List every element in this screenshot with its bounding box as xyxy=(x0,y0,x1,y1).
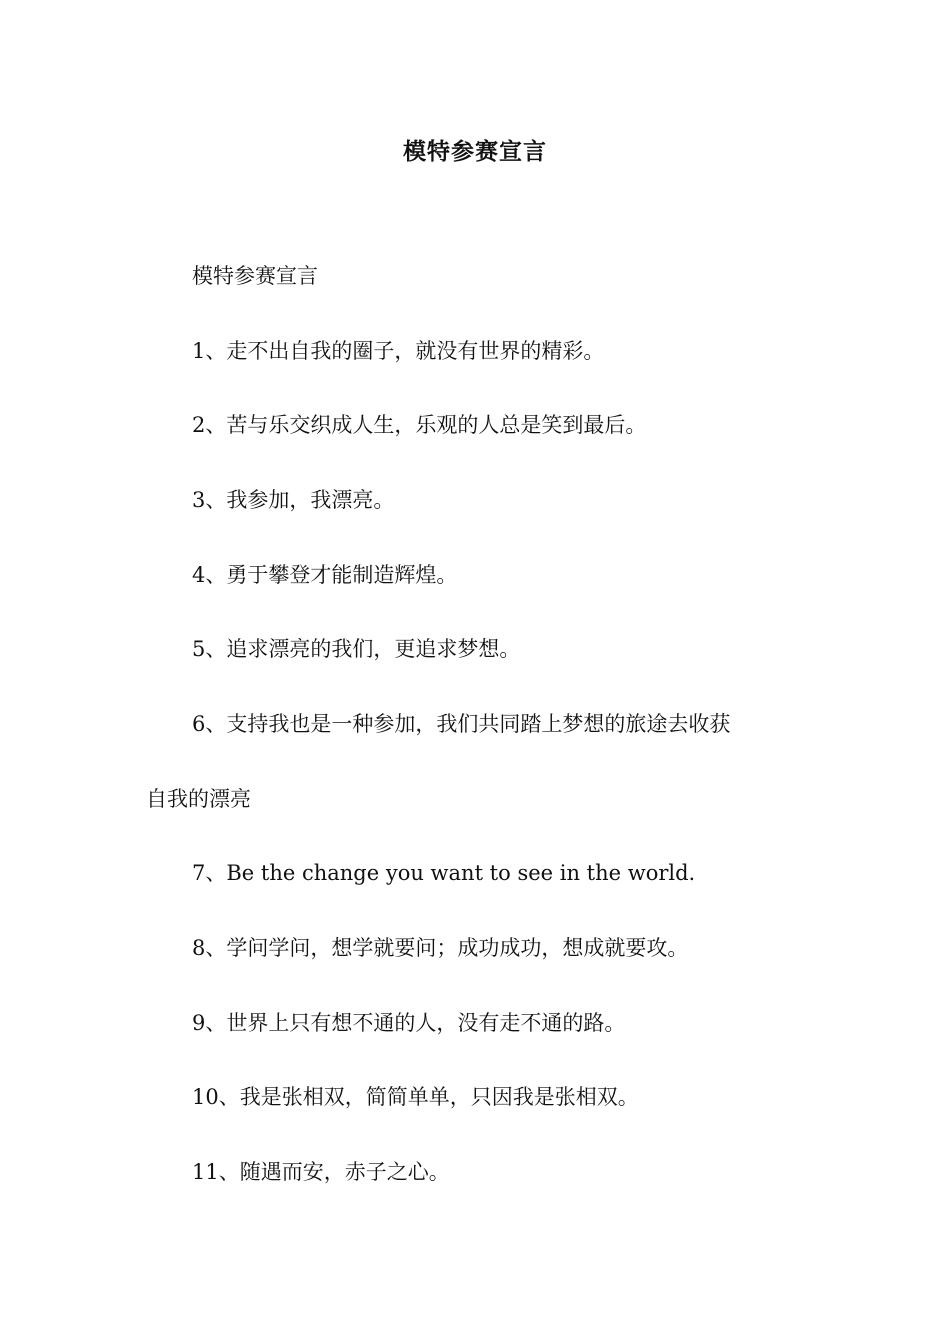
document-heading: 模特参赛宣言 xyxy=(192,264,318,288)
declaration-item-8: 8、学问学问，想学就要问；成功成功，想成就要攻。 xyxy=(192,936,689,960)
declaration-item-6: 6、支持我也是一种参加，我们共同踏上梦想的旅途去收获 xyxy=(192,712,731,736)
declaration-item-6-continuation: 自我的漂亮 xyxy=(146,787,251,811)
declaration-item-7: 7、Be the change you want to see in the world. xyxy=(192,861,696,885)
declaration-item-2: 2、苦与乐交织成人生，乐观的人总是笑到最后。 xyxy=(192,413,647,437)
declaration-item-10: 10、我是张相双，简简单单，只因我是张相双。 xyxy=(192,1085,639,1109)
declaration-item-4: 4、勇于攀登才能制造辉煌。 xyxy=(192,563,458,587)
declaration-item-5: 5、追求漂亮的我们，更追求梦想。 xyxy=(192,637,521,661)
declaration-item-1: 1、走不出自我的圈子，就没有世界的精彩。 xyxy=(192,339,605,363)
declaration-item-3: 3、我参加，我漂亮。 xyxy=(192,488,395,512)
document-title: 模特参赛宣言 xyxy=(403,138,547,165)
declaration-item-11: 11、随遇而安，赤子之心。 xyxy=(192,1160,450,1184)
declaration-item-9: 9、世界上只有想不通的人，没有走不通的路。 xyxy=(192,1011,626,1035)
